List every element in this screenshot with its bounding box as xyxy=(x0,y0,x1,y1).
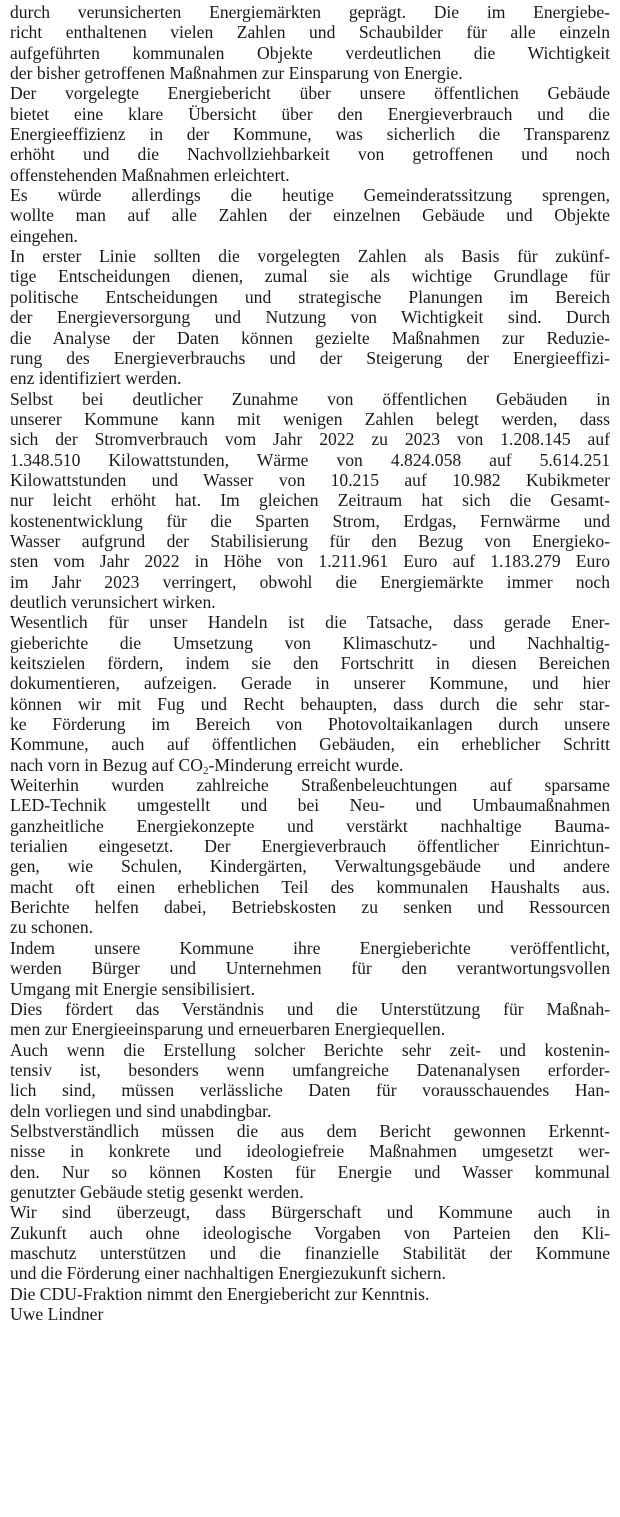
paragraph-line: Selbst bei deutlicher Zunahme von öffentlichen Gebäuden in xyxy=(10,388,610,409)
paragraph-line: keitszielen fördern, indem sie den Fortschritt in diesen Bereichen xyxy=(10,653,610,673)
paragraph xyxy=(10,2,610,83)
paragraph-line: Dies fördert das Verständnis und die Unterstützung für Maßnah- xyxy=(10,998,610,1019)
paragraph xyxy=(10,1284,610,1304)
paragraph-line: Umgang mit Energie sensibilisiert. xyxy=(10,978,255,999)
author-signature xyxy=(10,1304,610,1324)
paragraph-line: sten vom Jahr 2022 in Höhe von 1.211.961 Euro auf 1.183.279 Euro xyxy=(10,551,610,572)
paragraph-line: bietet eine klare Übersicht über den Energieverbrauch und die xyxy=(10,103,610,124)
paragraph-line: offenstehenden Maßnahmen erleichtert. xyxy=(10,164,290,185)
paragraph-line: erhöht und die Nachvollziehbarkeit von getroffenen und noch xyxy=(10,144,610,165)
paragraph-line: genutzter Gebäude stetig gesenkt werden. xyxy=(10,1181,304,1202)
paragraph-line: macht oft einen erheblichen Teil des kommunalen Haushalts aus. xyxy=(10,876,610,897)
paragraph-line: richt enthaltenen vielen Zahlen und Schaubilder für alle einzeln xyxy=(10,22,610,43)
paragraph-line: terialien eingesetzt. Der Energieverbrauch öffentlicher Einrichtun- xyxy=(10,836,610,857)
paragraph-line: In erster Linie sollten die vorgelegten Zahlen als Basis für zukünf- xyxy=(10,246,610,267)
paragraph-line: ganzheitliche Energiekonzepte und verstärkt nachhaltige Bauma- xyxy=(10,815,610,836)
paragraph-list xyxy=(10,2,610,1304)
paragraph-line: aufgeführten kommunalen Objekte verdeutlichen die Wichtigkeit xyxy=(10,42,610,63)
paragraph-line: Kilowattstunden und Wasser von 10.215 auf 10.982 Kubikmeter xyxy=(10,469,610,490)
paragraph-line: nisse in konkrete und ideologiefreie Maßnahmen umgesetzt wer- xyxy=(10,1141,610,1162)
paragraph xyxy=(10,1121,610,1202)
paragraph-line: und die Förderung einer nachhaltigen Energiezukunft sichern. xyxy=(10,1263,446,1284)
paragraph-line: dokumentieren, aufzeigen. Gerade in unserer Kommune, und hier xyxy=(10,673,610,694)
paragraph-line: Wir sind überzeugt, dass Bürgerschaft und Kommune auch in xyxy=(10,1202,610,1223)
paragraph-line: Berichte helfen dabei, Betriebskosten zu senken und Ressourcen xyxy=(10,897,610,918)
paragraph-line: der Energieversorgung und Nutzung von Wichtigkeit sind. Durch xyxy=(10,307,610,328)
paragraph-line: Es würde allerdings die heutige Gemeinderatssitzung sprengen, xyxy=(10,185,610,206)
co2-text-before: nach vorn in Bezug auf CO xyxy=(10,754,203,775)
paragraph-line: 1.348.510 Kilowattstunden, Wärme von 4.824.058 auf 5.614.251 xyxy=(10,449,610,470)
paragraph-line: zu schonen. xyxy=(10,917,94,938)
paragraph-line: gieberichte die Umsetzung von Klimaschutz- und Nachhaltig- xyxy=(10,632,610,653)
paragraph xyxy=(10,999,610,1040)
paragraph-line: Indem unsere Kommune ihre Energieberichte veröffentlicht, xyxy=(10,937,610,958)
paragraph-line: können wir mit Fug und Recht behaupten, dass durch die sehr star- xyxy=(10,693,610,714)
paragraph-line: ke Förderung im Bereich von Photovoltaikanlagen durch unsere xyxy=(10,714,610,735)
paragraph-line: unserer Kommune kann mit wenigen Zahlen belegt werden, dass xyxy=(10,408,610,429)
paragraph-line: enz identifiziert werden. xyxy=(10,368,182,389)
paragraph-line: die Analyse der Daten können gezielte Maßnahmen zur Reduzie- xyxy=(10,327,610,348)
paragraph xyxy=(10,938,610,999)
paragraph-line: LED-Technik umgestellt und bei Neu- und Umbaumaßnahmen xyxy=(10,795,610,816)
paragraph-line: deln vorliegen und sind unabdingbar. xyxy=(10,1100,272,1121)
paragraph-line: rung des Energieverbrauchs und der Steigerung der Energieeffizi- xyxy=(10,347,610,368)
paragraph-line: lich sind, müssen verlässliche Daten für vorausschauendes Han- xyxy=(10,1080,610,1101)
paragraph xyxy=(10,1202,610,1283)
paragraph xyxy=(10,775,610,938)
paragraph-line: nur leicht erhöht hat. Im gleichen Zeitraum hat sich die Gesamt- xyxy=(10,490,610,511)
paragraph-line: men zur Energieeinsparung und erneuerbaren Energiequellen. xyxy=(10,1019,446,1040)
paragraph-line: deutlich verunsichert wirken. xyxy=(10,591,216,612)
paragraph-line: im Jahr 2023 verringert, obwohl die Energiemärkte immer noch xyxy=(10,571,610,592)
article-body xyxy=(10,2,610,1324)
paragraph-line: sich der Stromverbrauch vom Jahr 2022 zu 2023 von 1.208.145 auf xyxy=(10,429,610,450)
paragraph-line: kostenentwicklung für die Sparten Strom, Erdgas, Fernwärme und xyxy=(10,510,610,531)
paragraph xyxy=(10,1040,610,1121)
author-name: Uwe Lindner xyxy=(10,1304,104,1324)
paragraph-line: der bisher getroffenen Maßnahmen zur Einsparung von Energie. xyxy=(10,63,463,84)
paragraph-line: werden Bürger und Unternehmen für den verantwortungsvollen xyxy=(10,958,610,979)
paragraph-line: Kommune, auch auf öffentlichen Gebäuden, ein erheblicher Schritt xyxy=(10,734,610,755)
paragraph-line: Wasser aufgrund der Stabilisierung für den Bezug von Energieko- xyxy=(10,530,610,551)
paragraph-line: Zukunft auch ohne ideologische Vorgaben von Parteien den Kli- xyxy=(10,1222,610,1243)
paragraph-line xyxy=(10,755,610,775)
paragraph-line: maschutz unterstützen und die finanzielle Stabilität der Kommune xyxy=(10,1242,610,1263)
co2-text-after: -Minderung erreicht wurde. xyxy=(208,754,404,775)
co2-subscript: 2 xyxy=(203,764,209,777)
paragraph-line: durch verunsicherten Energiemärkten geprägt. Die im Energiebe- xyxy=(10,2,610,22)
paragraph xyxy=(10,612,610,775)
paragraph-line: tige Entscheidungen dienen, zumal sie als wichtige Grundlage für xyxy=(10,266,610,287)
paragraph-line: den. Nur so können Kosten für Energie und Wasser kommunal xyxy=(10,1161,610,1182)
paragraph-line: tensiv ist, besonders wenn umfangreiche Datenanalysen erforder- xyxy=(10,1059,610,1080)
paragraph-line: Der vorgelegte Energiebericht über unsere öffentlichen Gebäude xyxy=(10,83,610,104)
paragraph-line: Wesentlich für unser Handeln ist die Tatsache, dass gerade Ener- xyxy=(10,612,610,633)
paragraph-line: Die CDU-Fraktion nimmt den Energiebericht zur Kenntnis. xyxy=(10,1283,430,1304)
paragraph xyxy=(10,83,610,185)
paragraph-line: gen, wie Schulen, Kindergärten, Verwaltungsgebäude und andere xyxy=(10,856,610,877)
paragraph-line: Weiterhin wurden zahlreiche Straßenbeleuchtungen auf sparsame xyxy=(10,775,610,796)
paragraph xyxy=(10,185,610,246)
paragraph-line: politische Entscheidungen und strategische Planungen im Bereich xyxy=(10,286,610,307)
paragraph-line: wollte man auf alle Zahlen der einzelnen Gebäude und Objekte xyxy=(10,205,610,226)
paragraph-line: Selbstverständlich müssen die aus dem Bericht gewonnen Erkennt- xyxy=(10,1120,610,1141)
paragraph xyxy=(10,246,610,388)
paragraph-line: eingehen. xyxy=(10,225,78,246)
paragraph-line: Auch wenn die Erstellung solcher Berichte sehr zeit- und kostenin- xyxy=(10,1039,610,1060)
paragraph xyxy=(10,389,610,613)
paragraph-line: Energieeffizienz in der Kommune, was sicherlich die Transparenz xyxy=(10,124,610,145)
